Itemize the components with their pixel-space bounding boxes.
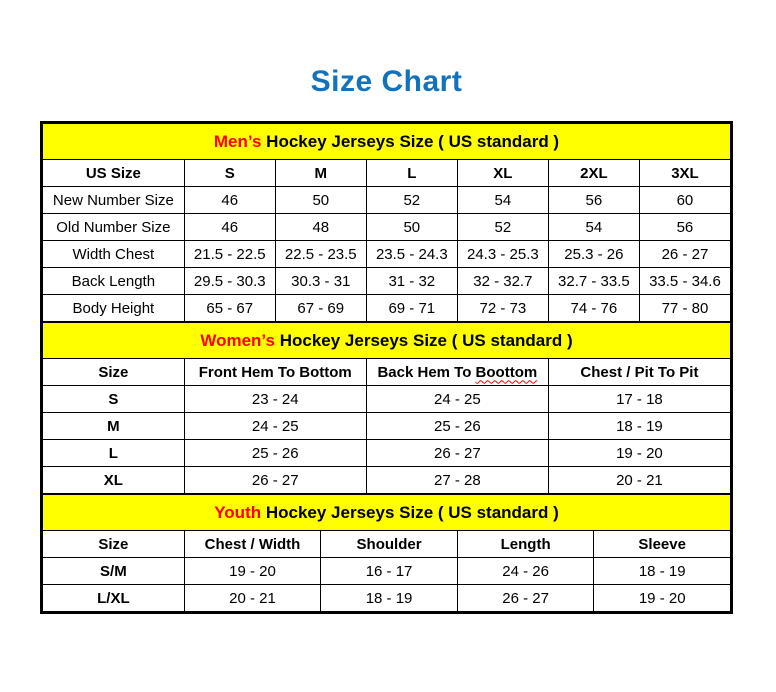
value-cell: 60 [639,187,730,214]
band-text: Hockey Jerseys Size ( US standard ) [279,330,573,350]
row-label-cell: Old Number Size [43,214,185,241]
column-header: Shoulder [321,531,458,558]
band-highlight: Women’s [200,330,275,350]
page-title: Size Chart [310,65,463,98]
row-label-cell: L/XL [43,585,185,612]
column-header: M [275,160,366,187]
value-cell: 25.3 - 26 [548,241,639,268]
youth-size-table [42,494,731,612]
value-cell: 23.5 - 24.3 [366,241,457,268]
value-cell: 21.5 - 22.5 [184,241,275,268]
value-cell: 74 - 76 [548,295,639,322]
value-cell: 48 [275,214,366,241]
value-cell: 24 - 26 [457,558,594,585]
value-cell: 24 - 25 [184,413,366,440]
youth-band-cell [43,495,731,531]
table-row [43,187,731,214]
value-cell: 50 [366,214,457,241]
band-highlight: Men’s [213,131,262,151]
value-cell: 32 - 32.7 [457,268,548,295]
column-header: Size [43,359,185,386]
value-cell: 69 - 71 [366,295,457,322]
column-header: US Size [43,160,185,187]
value-cell: 25 - 26 [184,440,366,467]
value-cell: 56 [548,187,639,214]
value-cell: 24.3 - 25.3 [457,241,548,268]
column-header: Front Hem To Bottom [184,359,366,386]
value-cell: 72 - 73 [457,295,548,322]
column-header-text: Back Hem To [377,363,472,381]
value-cell: 26 - 27 [457,585,594,612]
value-cell: 25 - 26 [366,413,548,440]
row-label-cell: S [43,386,185,413]
mens-size-table [42,123,731,322]
womens-band-row [43,323,731,359]
value-cell: 46 [184,214,275,241]
value-cell: 67 - 69 [275,295,366,322]
value-cell: 19 - 20 [184,558,321,585]
column-header: Size [43,531,185,558]
row-label-cell: S/M [43,558,185,585]
value-cell: 54 [457,187,548,214]
value-cell: 18 - 19 [548,413,730,440]
value-cell: 17 - 18 [548,386,730,413]
womens-header-row [43,359,731,386]
value-cell: 20 - 21 [184,585,321,612]
row-label-cell: Width Chest [43,241,185,268]
value-cell: 77 - 80 [639,295,730,322]
value-cell: 26 - 27 [639,241,730,268]
value-cell: 19 - 20 [548,440,730,467]
value-cell: 31 - 32 [366,268,457,295]
value-cell: 23 - 24 [184,386,366,413]
table-row [43,585,731,612]
column-header [366,359,548,386]
womens-band-cell [43,323,731,359]
value-cell: 16 - 17 [321,558,458,585]
value-cell: 54 [548,214,639,241]
table-row [43,558,731,585]
table-row [43,440,731,467]
value-cell: 19 - 20 [594,585,731,612]
youth-band-row [43,495,731,531]
value-cell: 52 [457,214,548,241]
value-cell: 22.5 - 23.5 [275,241,366,268]
value-cell: 33.5 - 34.6 [639,268,730,295]
value-cell: 27 - 28 [366,467,548,494]
row-label-cell: XL [43,467,185,494]
table-row [43,268,731,295]
value-cell: 50 [275,187,366,214]
value-cell: 26 - 27 [184,467,366,494]
column-header: S [184,160,275,187]
value-cell: 30.3 - 31 [275,268,366,295]
value-cell: 20 - 21 [548,467,730,494]
column-header: Sleeve [594,531,731,558]
value-cell: 46 [184,187,275,214]
table-row [43,467,731,494]
value-cell: 26 - 27 [366,440,548,467]
mens-band-cell [43,124,731,160]
column-header: 3XL [639,160,730,187]
band-text: Hockey Jerseys Size ( US standard ) [265,502,559,522]
column-header: Chest / Width [184,531,321,558]
column-header: XL [457,160,548,187]
youth-header-row [43,531,731,558]
value-cell: 32.7 - 33.5 [548,268,639,295]
column-header: Length [457,531,594,558]
row-label-cell: L [43,440,185,467]
row-label-cell: Body Height [43,295,185,322]
misspelled-word: Boottom [475,363,538,381]
value-cell: 18 - 19 [321,585,458,612]
row-label-cell: M [43,413,185,440]
value-cell: 24 - 25 [366,386,548,413]
value-cell: 29.5 - 30.3 [184,268,275,295]
value-cell: 52 [366,187,457,214]
band-highlight: Youth [214,502,262,522]
table-row [43,386,731,413]
mens-header-row [43,160,731,187]
value-cell: 56 [639,214,730,241]
table-row [43,214,731,241]
row-label-cell: Back Length [43,268,185,295]
value-cell: 65 - 67 [184,295,275,322]
column-header: Chest / Pit To Pit [548,359,730,386]
band-text: Hockey Jerseys Size ( US standard ) [266,131,560,151]
table-row [43,241,731,268]
value-cell: 18 - 19 [594,558,731,585]
table-row [43,295,731,322]
table-row [43,413,731,440]
column-header: 2XL [548,160,639,187]
womens-size-table [42,322,731,494]
mens-band-row [43,124,731,160]
size-chart-tables [40,121,733,614]
column-header: L [366,160,457,187]
row-label-cell: New Number Size [43,187,185,214]
